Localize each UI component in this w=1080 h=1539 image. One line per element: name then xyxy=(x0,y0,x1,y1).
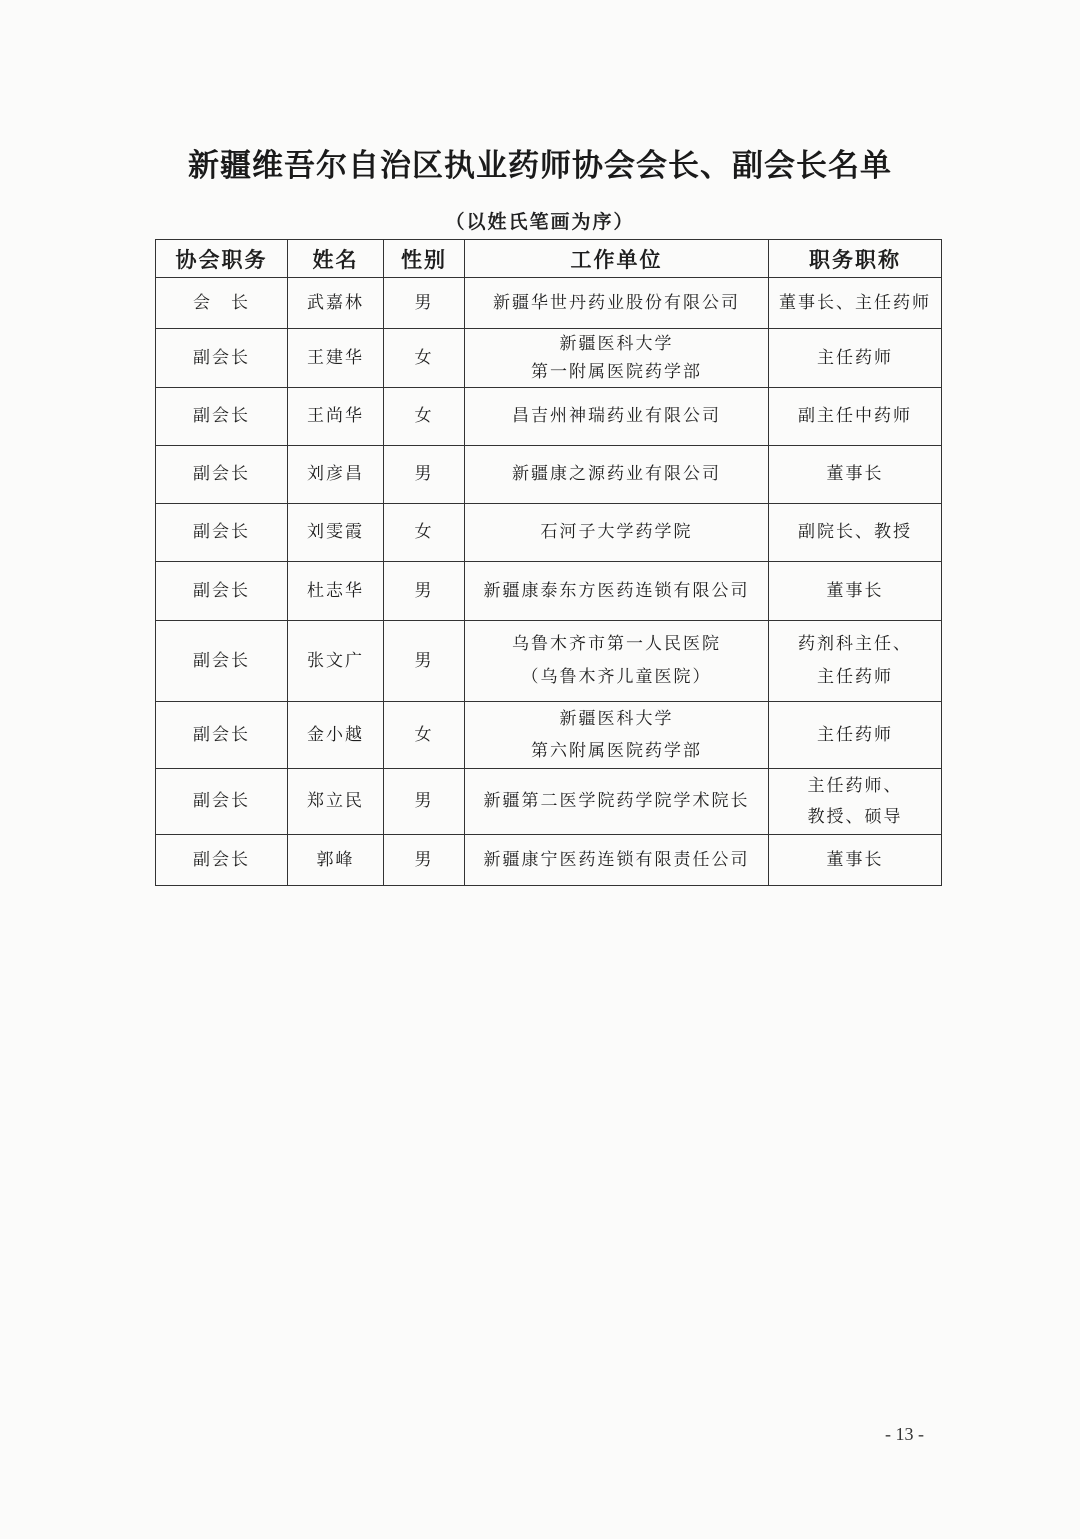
cell-role: 副会长 xyxy=(156,446,288,504)
workplace-line: （乌鲁木齐儿童医院） xyxy=(521,667,712,687)
header-name: 姓名 xyxy=(288,240,384,278)
document-title: 新疆维吾尔自治区执业药师协会会长、副会长名单 xyxy=(188,148,892,184)
cell-role: 副会长 xyxy=(156,329,288,388)
table-row xyxy=(156,278,942,329)
workplace-line: 新疆医科大学 xyxy=(559,709,674,729)
cell-title xyxy=(769,329,942,388)
header-gender: 性别 xyxy=(384,240,465,278)
cell-workplace xyxy=(465,329,769,388)
title-line: 药剂科主任、 xyxy=(798,634,912,654)
cell-name: 王建华 xyxy=(288,329,384,388)
title-line: 主任药师 xyxy=(817,347,893,368)
title-line: 教授、硕导 xyxy=(807,806,903,827)
title-line: 主任药师、 xyxy=(807,775,903,796)
workplace-line: 昌吉州神瑞药业有限公司 xyxy=(512,406,721,426)
title-line: 主任药师 xyxy=(817,667,893,687)
cell-gender: 男 xyxy=(384,562,465,621)
header-workplace: 工作单位 xyxy=(465,240,769,278)
cell-title xyxy=(769,278,942,329)
cell-title xyxy=(769,835,942,886)
workplace-line: 乌鲁木齐市第一人民医院 xyxy=(512,634,721,654)
title-line: 副主任中药师 xyxy=(798,406,912,426)
cell-gender: 男 xyxy=(384,621,465,702)
cell-name: 郭峰 xyxy=(288,835,384,886)
cell-title xyxy=(769,702,942,769)
cell-gender: 女 xyxy=(384,388,465,446)
title-line: 董事长 xyxy=(826,464,884,484)
cell-gender: 男 xyxy=(384,446,465,504)
cell-title xyxy=(769,446,942,504)
table-row xyxy=(156,504,942,562)
header-title: 职务职称 xyxy=(769,240,942,278)
roster-table xyxy=(155,239,942,886)
cell-role: 副会长 xyxy=(156,562,288,621)
table-row xyxy=(156,769,942,835)
cell-name: 武嘉林 xyxy=(288,278,384,329)
cell-workplace xyxy=(465,702,769,769)
table-header-row xyxy=(156,240,942,278)
cell-gender: 女 xyxy=(384,504,465,562)
title-line: 董事长 xyxy=(826,849,884,870)
workplace-line: 新疆康泰东方医药连锁有限公司 xyxy=(483,580,750,601)
cell-role: 副会长 xyxy=(156,504,288,562)
cell-workplace xyxy=(465,388,769,446)
cell-workplace xyxy=(465,562,769,621)
title-line: 董事长、主任药师 xyxy=(779,292,931,313)
cell-gender: 男 xyxy=(384,835,465,886)
cell-name: 郑立民 xyxy=(288,769,384,835)
cell-role: 会 长 xyxy=(156,278,288,329)
cell-name: 刘雯霞 xyxy=(288,504,384,562)
cell-title xyxy=(769,388,942,446)
cell-name: 王尚华 xyxy=(288,388,384,446)
cell-role: 副会长 xyxy=(156,621,288,702)
workplace-line: 新疆第二医学院药学院学术院长 xyxy=(483,791,750,811)
cell-gender: 男 xyxy=(384,278,465,329)
cell-workplace xyxy=(465,278,769,329)
workplace-line: 石河子大学药学院 xyxy=(540,522,693,542)
cell-title xyxy=(769,562,942,621)
cell-title xyxy=(769,504,942,562)
cell-gender: 女 xyxy=(384,329,465,388)
cell-workplace xyxy=(465,504,769,562)
cell-name: 金小越 xyxy=(288,702,384,769)
table-row xyxy=(156,388,942,446)
table-row xyxy=(156,446,942,504)
cell-role: 副会长 xyxy=(156,388,288,446)
title-line: 副院长、教授 xyxy=(798,522,912,542)
cell-workplace xyxy=(465,769,769,835)
title-line: 主任药师 xyxy=(817,724,893,745)
cell-workplace xyxy=(465,621,769,702)
header-role: 协会职务 xyxy=(156,240,288,278)
workplace-line: 第六附属医院药学部 xyxy=(531,741,702,761)
cell-title xyxy=(769,769,942,835)
cell-role: 副会长 xyxy=(156,702,288,769)
table-row xyxy=(156,835,942,886)
workplace-line: 新疆华世丹药业股份有限公司 xyxy=(493,292,740,313)
table-row xyxy=(156,562,942,621)
cell-gender: 男 xyxy=(384,769,465,835)
cell-workplace xyxy=(465,835,769,886)
cell-name: 杜志华 xyxy=(288,562,384,621)
cell-role: 副会长 xyxy=(156,769,288,835)
table-row xyxy=(156,329,942,388)
cell-workplace xyxy=(465,446,769,504)
cell-role: 副会长 xyxy=(156,835,288,886)
page-number: - 13 - xyxy=(885,1424,924,1444)
cell-title xyxy=(769,621,942,702)
workplace-line: 新疆医科大学 xyxy=(559,334,674,354)
workplace-line: 新疆康宁医药连锁有限责任公司 xyxy=(483,849,750,870)
workplace-line: 第一附属医院药学部 xyxy=(531,362,702,382)
table-row xyxy=(156,702,942,769)
cell-name: 张文广 xyxy=(288,621,384,702)
cell-gender: 女 xyxy=(384,702,465,769)
title-line: 董事长 xyxy=(826,580,884,601)
document-subtitle: （以姓氏笔画为序） xyxy=(445,211,635,233)
table-row xyxy=(156,621,942,702)
cell-name: 刘彦昌 xyxy=(288,446,384,504)
workplace-line: 新疆康之源药业有限公司 xyxy=(512,464,721,484)
